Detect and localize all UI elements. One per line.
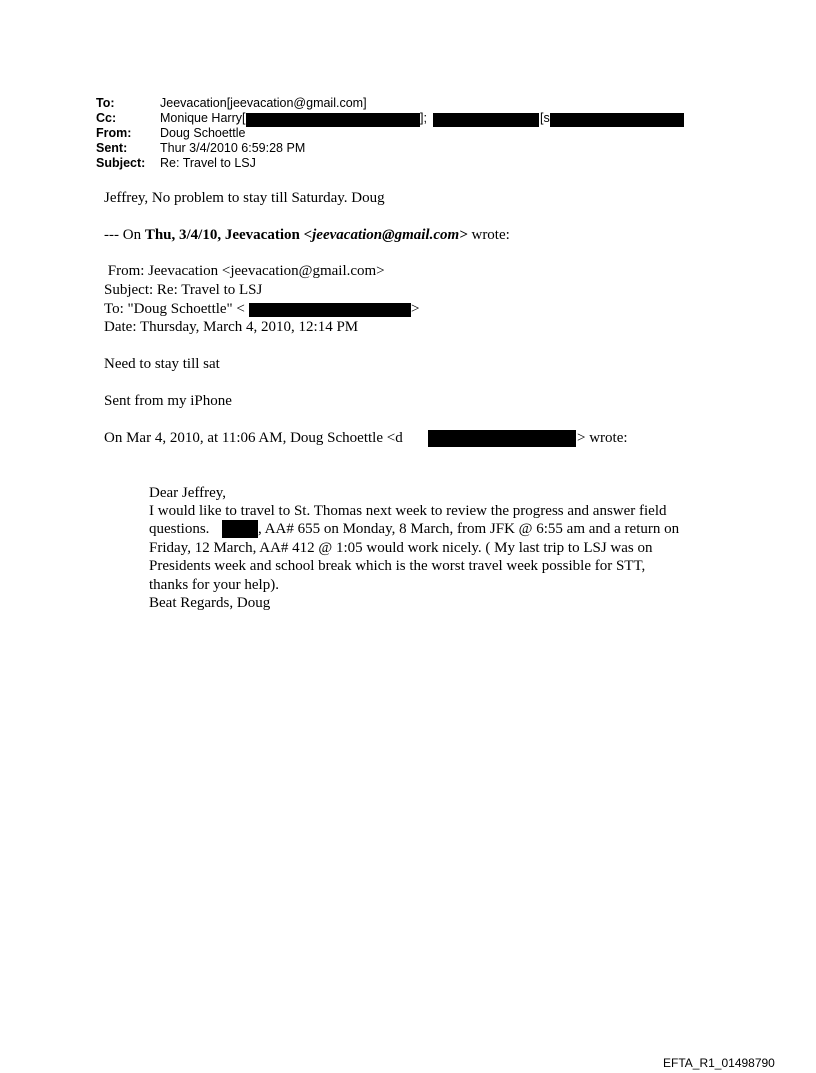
- cc-separator: ];: [420, 111, 427, 125]
- fwd-subject: Subject: Re: Travel to LSJ: [104, 282, 263, 298]
- redaction-block: [550, 113, 684, 127]
- from-value: Doug Schoettle: [160, 126, 246, 140]
- document-id: EFTA_R1_01498790: [663, 1056, 775, 1070]
- on-mar-end: > wrote:: [577, 430, 628, 446]
- redaction-block: [222, 520, 258, 538]
- sent-from-iphone: Sent from my iPhone: [104, 393, 232, 409]
- signoff: Beat Regards, Doug: [149, 595, 271, 611]
- fwd-from: From: Jeevacation <jeevacation@gmail.com>: [104, 263, 385, 279]
- redaction-block: [433, 113, 539, 127]
- header-to-row: [96, 96, 115, 111]
- subject-label: Subject:: [96, 156, 146, 170]
- fwd-to-end: >: [411, 301, 420, 317]
- paragraph-line-5: thanks for your help).: [149, 577, 279, 593]
- paragraph-line-1: I would like to travel to St. Thomas next week to review the progress and answer field: [149, 503, 667, 519]
- paragraph-line-4: Presidents week and school break which is the worst travel week possible for STT,: [149, 558, 646, 574]
- redaction-block: [249, 303, 411, 317]
- from-label: From:: [96, 126, 132, 140]
- paragraph-line-3: Friday, 12 March, AA# 412 @ 1:05 would work nicely. ( My last trip to LSJ was on: [149, 540, 653, 556]
- to-value: Jeevacation[jeevacation@gmail.com]: [160, 96, 367, 110]
- quote-intro-date: Thu, 3/4/10, Jeevacation: [144, 227, 304, 243]
- sent-label: Sent:: [96, 141, 128, 155]
- quote-intro: [104, 226, 510, 245]
- sent-value: Thur 3/4/2010 6:59:28 PM: [160, 141, 306, 155]
- quote-intro-email: <jeevacation@gmail.com>: [303, 227, 468, 243]
- cc-separator: [s: [540, 111, 550, 125]
- fwd-to-start: To: "Doug Schoettle" <: [104, 301, 245, 317]
- need-stay-text: Need to stay till sat: [104, 356, 220, 372]
- subject-value: Re: Travel to LSJ: [160, 156, 256, 170]
- redaction-block: [246, 113, 420, 127]
- to-label: To:: [96, 96, 115, 110]
- cc-value-start: Monique Harry[: [160, 111, 246, 125]
- reply-text: Jeffrey, No problem to stay till Saturday. Doug: [104, 190, 385, 206]
- quote-intro-suffix: wrote:: [467, 227, 510, 243]
- paragraph-line-2-end: , AA# 655 on Monday, 8 March, from JFK @ 6:55 am and a return on: [258, 521, 680, 537]
- redaction-block: [428, 430, 576, 447]
- paragraph-line-2-start: questions.: [149, 521, 210, 537]
- quote-intro-prefix: --- On: [104, 227, 145, 243]
- salutation: Dear Jeffrey,: [149, 485, 227, 501]
- on-mar-start: On Mar 4, 2010, at 11:06 AM, Doug Schoettle <d: [104, 430, 403, 446]
- fwd-date: Date: Thursday, March 4, 2010, 12:14 PM: [104, 319, 359, 335]
- cc-label: Cc:: [96, 111, 117, 125]
